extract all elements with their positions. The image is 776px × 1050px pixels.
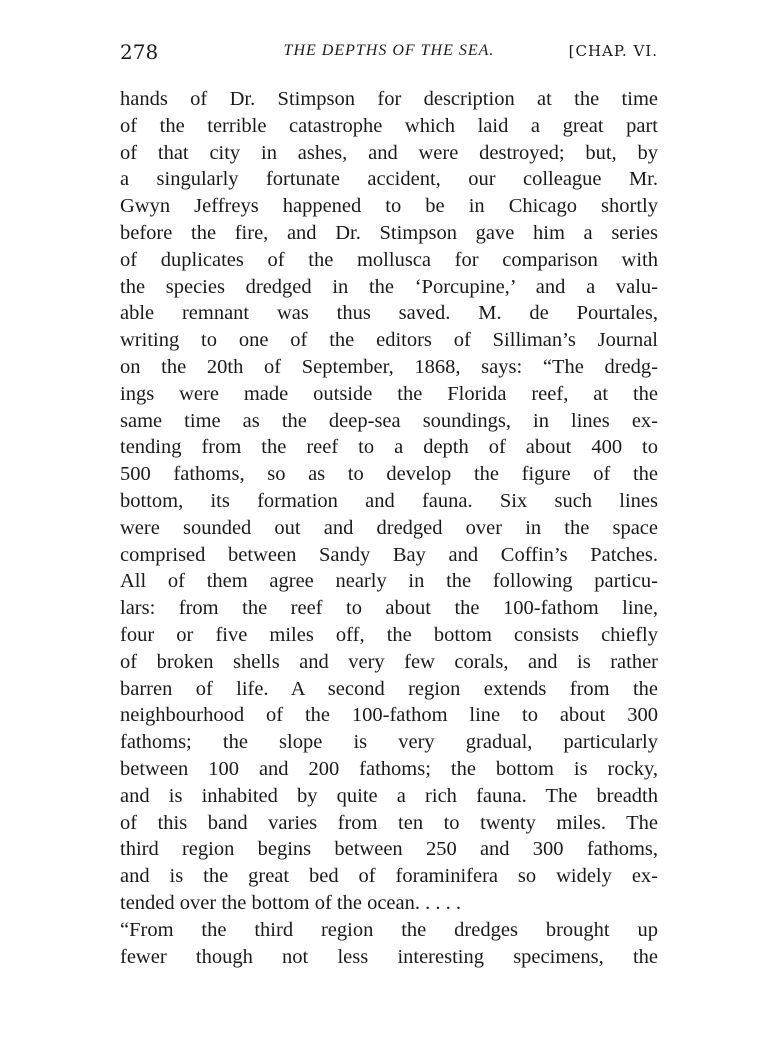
- text-line: same time as the deep-sea soundings, in lines ex-: [120, 409, 658, 432]
- text-line: a singularly fortunate accident, our colleague Mr.: [120, 168, 658, 191]
- running-title: THE DEPTHS OF THE SEA.: [283, 42, 495, 59]
- text-line: tended over the bottom of the ocean. . . . .: [120, 891, 461, 914]
- text-line: and is the great bed of foraminifera so widely ex-: [120, 865, 658, 888]
- text-line: Gwyn Jeffreys happened to be in Chicago shortly: [120, 195, 658, 218]
- text-line: lars: from the reef to about the 100-fathom line,: [120, 597, 658, 620]
- text-line: of that city in ashes, and were destroyed; but, by: [120, 141, 658, 164]
- chapter-label: [CHAP. VI.: [568, 42, 658, 60]
- text-line: All of them agree nearly in the following particu-: [120, 570, 658, 593]
- text-line: of the terrible catastrophe which laid a great part: [120, 114, 658, 137]
- text-line: and is inhabited by quite a rich fauna. The breadth: [120, 784, 658, 807]
- text-line: were sounded out and dredged over in the space: [120, 516, 658, 539]
- book-page: [120, 40, 658, 970]
- text-line: comprised between Sandy Bay and Coffin’s Patches.: [120, 543, 658, 566]
- text-line: barren of life. A second region extends from the: [120, 677, 658, 700]
- text-line: the species dredged in the ‘Porcupine,’ and a valu-: [120, 275, 658, 298]
- text-line: between 100 and 200 fathoms; the bottom is rocky,: [120, 757, 658, 780]
- text-line: neighbourhood of the 100-fathom line to about 300: [120, 704, 658, 727]
- text-line: of duplicates of the mollusca for comparison with: [120, 248, 658, 271]
- text-line: of broken shells and very few corals, and is rather: [120, 650, 658, 673]
- text-line: tending from the reef to a depth of about 400 to: [120, 436, 658, 459]
- text-line: of this band varies from ten to twenty miles. The: [120, 811, 658, 834]
- text-line: “From the third region the dredges brought up: [120, 918, 658, 941]
- text-line: 500 fathoms, so as to develop the figure of the: [120, 463, 658, 486]
- text-line: able remnant was thus saved. M. de Pourtales,: [120, 302, 658, 325]
- body-text: [120, 86, 658, 970]
- text-line: fewer though not less interesting specimens, the: [120, 945, 658, 968]
- text-line: hands of Dr. Stimpson for description at the time: [120, 88, 658, 110]
- text-line: third region begins between 250 and 300 fathoms,: [120, 838, 658, 861]
- text-line: ings were made outside the Florida reef, at the: [120, 382, 658, 405]
- text-line: four or five miles off, the bottom consists chiefly: [120, 623, 658, 646]
- text-line: bottom, its formation and fauna. Six such lines: [120, 489, 658, 512]
- text-line: before the fire, and Dr. Stimpson gave him a series: [120, 221, 658, 244]
- text-line: writing to one of the editors of Silliman’s Journal: [120, 329, 658, 352]
- running-head: [120, 40, 658, 76]
- text-line: on the 20th of September, 1868, says: “The dredg-: [120, 355, 658, 378]
- text-line: fathoms; the slope is very gradual, particularly: [120, 731, 658, 754]
- page-number: 278: [120, 40, 159, 64]
